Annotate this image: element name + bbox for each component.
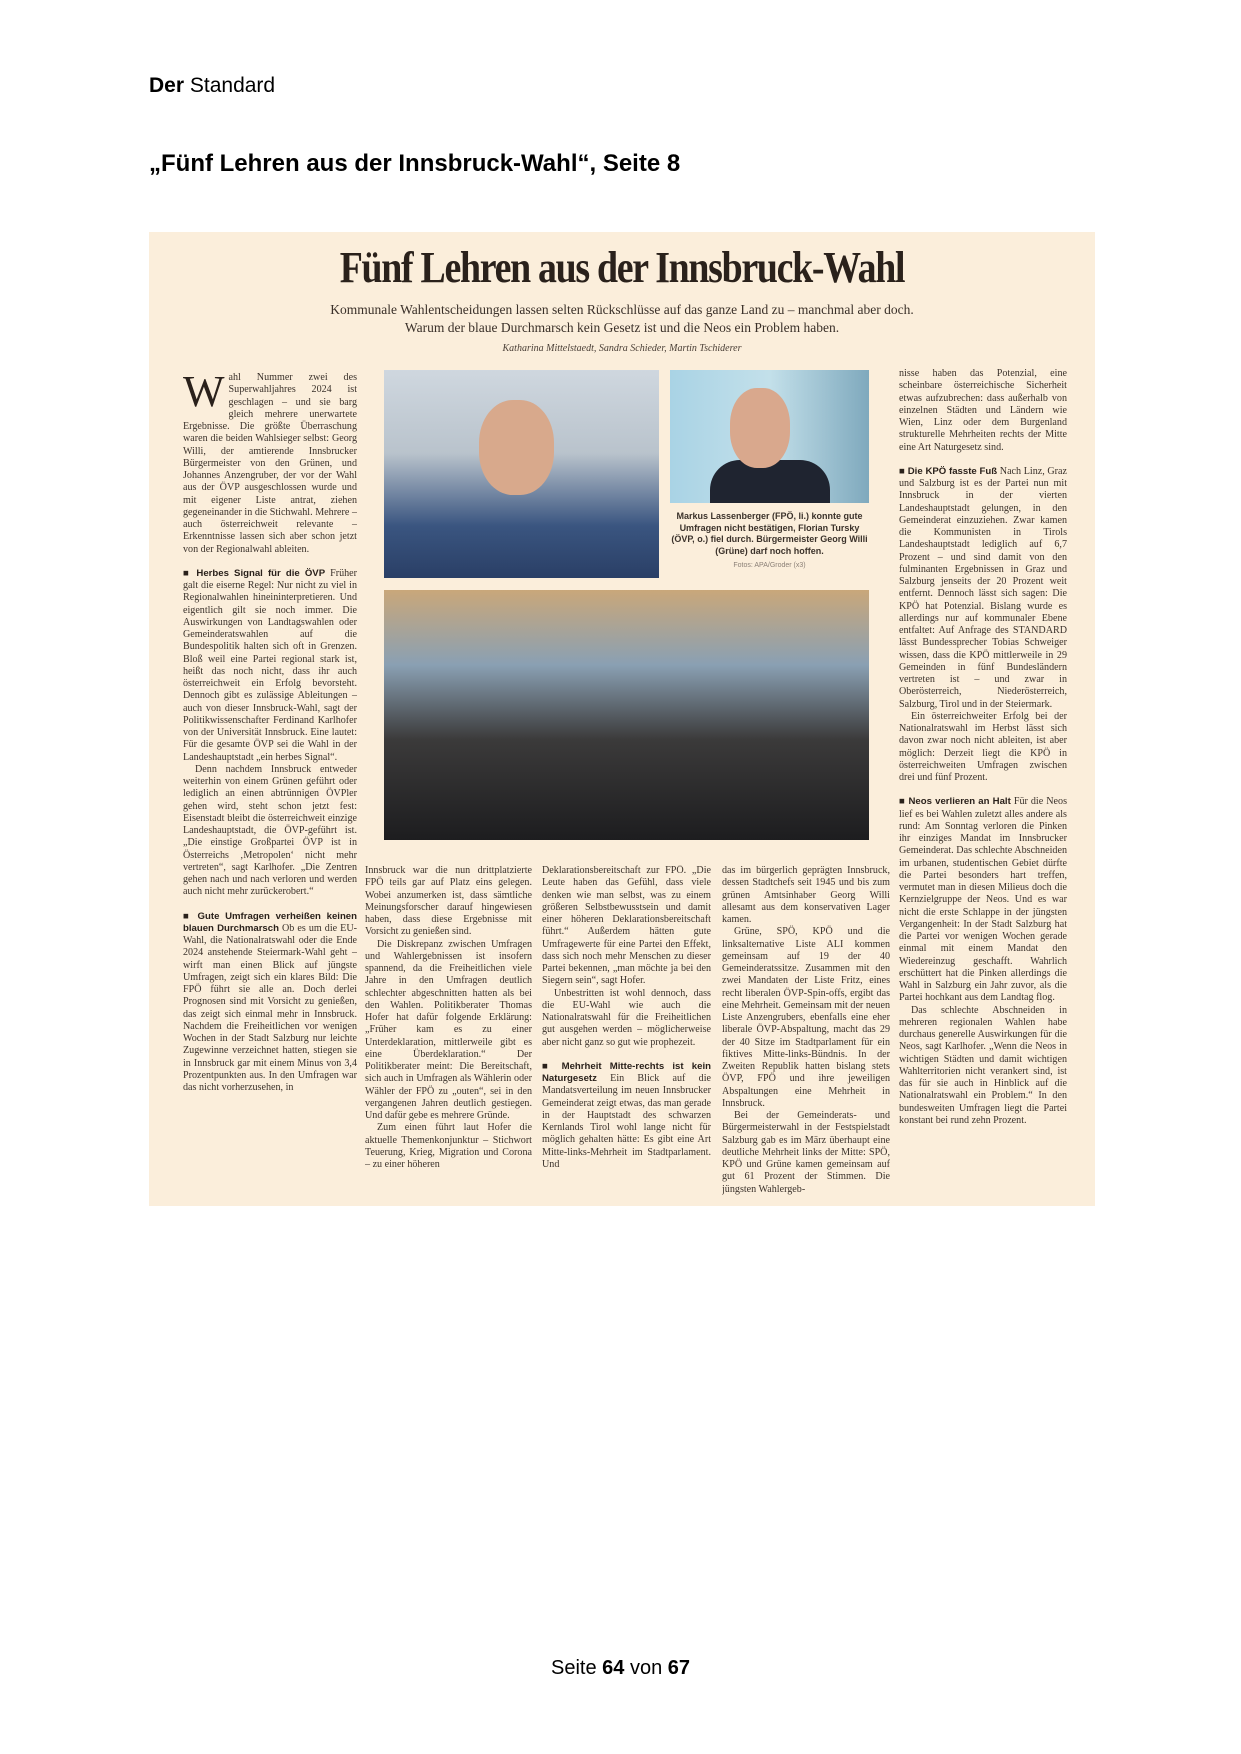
paragraph-text: Für die Neos lief es bei Wahlen zuletzt alles andere als rund: Am Sonntag verloren die Pinken ihr einziges Mandat im Innsbrucker Gemeinderat. Das schlechte Abschneiden im urbanen, studentischen Gebiet dürfte die Partei besonders hart treffen, vermutet man in diesen Milieus doch die Kernzielgruppe der Neos. Und es war nicht die erste Schlappe in der jüngsten Vergangenheit: In der Stadt Salzburg hat die Partei vor wenigen Wochen gerade einmal mit einem Mandat den Wiedereinzug geschafft. Wahrlich erschüttert hat die Pinken allerdings die Wahl in Salzburg ein Jahr zuvor, als die Partei hochkant aus dem Landtag flog.: [899, 796, 1067, 1004]
photo-crowd: [384, 590, 869, 840]
photo-credit: Fotos: APA/Groder (x3): [733, 562, 806, 569]
article-column-5: [899, 368, 1067, 1206]
publication-name: [149, 74, 275, 98]
paragraph: Deklarationsbereitschaft zur FPÖ. „Die Leute haben das Gefühl, dass viele denken wie man selbst, was zu einem größeren Selbstbewusstsein und damit einer höheren Deklarationsbereitschaft führt.“ Außerdem hätten gute Umfragewerte für eine Partei den Effekt, dass sich noch mehr Menschen zu dieser Partei bekennen, „man möchte ja bei den Siegern sein“, sagt Hofer.: [542, 865, 711, 987]
paragraph-text: ahl Nummer zwei des Superwahljahres 2024 ist geschlagen – und sie barg gleich mehrere unerwartete Ergebnisse. Die größte Überraschung waren die beiden Wahlsieger selbst: Georg Willi, der amtierende Innsbrucker Bürgermeister von den Grünen, und Johannes Anzengruber, der vor der Wahl aus der ÖVP ausgeschlossen wurde und mit eigener Liste antrat, ziehen gegeneinander in die Stichwahl. Mehrere – auch österreichweit relevante – Erkenntnisse lassen sich aber schon jetzt von der Regionalwahl ableiten.: [183, 372, 357, 555]
paragraph: [183, 568, 357, 764]
article-column-2: [365, 865, 532, 1205]
article-column-4: [722, 865, 890, 1205]
total-pages: 67: [667, 1657, 691, 1679]
paragraph-text: Nach Linz, Graz und Salzburg ist es der Partei nun mit Innsbruck in der vierten Landeshauptstadt gelungen, in den Gemeinderat einzuziehen. Zwar kamen die Kommunisten in Tirols Landeshauptstadt lediglich auf 6,7 Prozent – und sind damit von den fulminanten Ergebnissen in Graz und Salzburg jenseits der 20 Prozent weit entfernt. Dennoch lässt sich sagen: Die KPÖ hat Potenzial. Bislang wurde es allerdings nur auf kommunaler Ebene entfaltet: Auf Anfrage des STANDARD lässt Bundessprecher Tobias Schweiger wissen, dass die KPÖ mittlerweile in 29 Gemeinden in fünf Bundesländern vertreten ist – und zwar in Oberösterreich, Niederösterreich, Salzburg, Tirol und in der Steiermark.: [899, 465, 1067, 710]
article-subtitle-line-2: Warum der blaue Durchmarsch kein Gesetz ist und die Neos ein Problem haben.: [404, 320, 840, 335]
paragraph: Denn nachdem Innsbruck entweder weiterhin von einem Grünen geführt oder lediglich an einen abtrünnigen ÖVPler gehen wird, steht schon jetzt fest: Eisenstadt bleibt die österreichweit einzige Landeshauptstadt, die ÖVP-geführt ist. „Die einstige Großpartei ÖVP ist in Österreichs ‚Metropolen‘ nicht mehr vertreten“, sagt Karlhofer. „Die Zentren gehen nach und nach verloren und werden auch nicht mehr zurückerobert.“: [183, 763, 357, 898]
paragraph: Bei der Gemeinderats- und Bürgermeisterwahl in der Festspielstadt Salzburg gab es im März überhaupt eine deutliche Mehrheit links der Mitte: SPÖ, KPÖ und Grüne kamen gemeinsam auf gut 61 Prozent der Stimmen. Die jüngsten Wahlergeb-: [722, 1110, 890, 1195]
article-column-1: [183, 372, 357, 1206]
caption-text: Markus Lassenberger (FPÖ, li.) konnte gute Umfragen nicht bestätigen, Florian Tursky (ÖVP, o.) fiel durch. Bürgermeister Georg Willi (Grüne) darf noch hoffen.: [671, 511, 868, 556]
footer-prefix: Seite: [550, 1657, 597, 1679]
paragraph: Das schlechte Abschneiden in mehreren regionalen Wahlen habe durchaus generelle Auswirkungen für die Neos, sagt Karlhofer. „Wenn die Neos in wichtigen Städten und damit wichtigen Wahlterritorien nicht verankert sind, ist das für sie auch in Hinblick auf die Nationalratswahl ein Problem.“ In den bundesweiten Umfragen liegt die Partei konstant bei rund zehn Prozent.: [899, 1004, 1067, 1126]
paragraph-text: Ob es um die EU-Wahl, die Nationalratswahl oder die Ende 2024 anstehende Steiermark-Wahl geht – wirft man einen Blick auf jüngste Umfragen, zeigt sich ein klares Bild: Die FPÖ führt sie alle an. Doch derlei Prognosen sind mit Vorsicht zu genießen, das zeigt sich einmal mehr in Innsbruck. Nachdem die Freiheitlichen vor wenigen Wochen in der Stadt Salzburg nur leichte Zugewinne verzeichnet hatten, stiegen sie in Innsbruck gar mit einem Minus von 3,4 Prozentpunkten aus. In den Umfragen war das nicht vorherzusehen, in: [183, 922, 357, 1093]
photo-politician-right: [670, 370, 869, 503]
paragraph: [899, 796, 1067, 1004]
section-lead: ■ Die KPÖ fasste Fuß: [899, 466, 997, 477]
current-page: 64: [602, 1657, 625, 1679]
section-lead: ■ Neos verlieren an Halt: [899, 796, 1011, 807]
article-column-3: [542, 865, 711, 1205]
paragraph: [899, 466, 1067, 711]
document-title: „Fünf Lehren aus der Innsbruck-Wahl“, Seite 8: [149, 150, 681, 177]
article-subtitle-line-1: Kommunale Wahlentscheidungen lassen selten Rückschlüsse auf das ganze Land zu – manchmal aber doch.: [330, 302, 914, 317]
photo-politician-left: [384, 370, 659, 578]
article-headline: Fünf Lehren aus der Innsbruck-Wahl: [339, 243, 905, 292]
paragraph: Grüne, SPÖ, KPÖ und die linksalternative Liste ALI kommen gemeinsam auf 19 der 40 Gemeinderatssitze. Zusammen mit den zwei Mandaten der Liste Fritz, eines recht liberalen ÖVP-Spin-offs, ergibt das eine Mehrheit. Gemeinsam mit der neuen Liste Anzengrubers, ebenfalls eine eher liberale ÖVP-Abspaltung, macht das 29 der 40 Sitze im Stadtparlament für ein fiktives Mitte-links-Bündnis. In der Zweiten Republik hatten bislang stets ÖVP, FPÖ und ihre jeweiligen Abspaltungen eine Mehrheit in Innsbruck.: [722, 926, 890, 1109]
newspaper-clipping: [149, 232, 1095, 1206]
paragraph: Unbestritten ist wohl dennoch, dass die EU-Wahl wie auch die Nationalratswahl für die Freiheitlichen gut ausgehen werden – möglicherweise aber nicht ganz so gut wie prophezeit.: [542, 987, 711, 1048]
section-lead: ■ Herbes Signal für die ÖVP: [183, 568, 325, 579]
paragraph: das im bürgerlich geprägten Innsbruck, dessen Stadtchefs seit 1945 und bis zum grünen Amtsinhaber Georg Willi allesamt aus dem konservativen Lager kamen.: [722, 865, 890, 925]
paragraph-text: Ein Blick auf die Mandatsverteilung im neuen Innsbrucker Gemeinderat zeigt etwas, das man gerade in der Hauptstadt des schwarzen Kernlands Tirol wohl lange nicht für möglich gehalten hätte: Es gibt eine Art Mitte-links-Mehrheit im Stadtparlament. Und: [542, 1073, 711, 1170]
paragraph: [542, 1061, 711, 1171]
publication-name-rest: Standard: [189, 74, 276, 97]
publication-name-bold: Der: [149, 74, 185, 97]
article-byline: Katharina Mittelstaedt, Sandra Schieder, Martin Tschiderer: [502, 343, 742, 354]
face-shape: [730, 388, 790, 468]
paragraph: Die Diskrepanz zwischen Umfragen und Wahlergebnissen ist insofern spannend, da die Freiheitlichen viele Jahre in den Umfragen deutlich schlechter abgeschnitten hatten als bei den Wahlen. Politikberater Thomas Hofer hat dafür folgende Erklärung: „Früher kam es zu einer Unterdeklaration, mittlerweile gibt es eine Überdeklaration.“ Der Politikberater meint: Die Bereitschaft, sich auch in Umfragen als Wählerin oder Wähler der FPÖ zu „outen“, sei in den vergangenen Jahren deutlich gestiegen. Und dafür gebe es mehrere Gründe.: [365, 938, 532, 1121]
paragraph: nisse haben das Potenzial, eine scheinbare österreichische Sicherheit etwas aufzubrechen: dass außerhalb von einzelnen Städten und Ländern wie Wien, Linz oder dem Burgenland strukturelle Mehrheiten rechts der Mitte eine Art Naturgesetz sind.: [899, 368, 1067, 453]
footer-middle: von: [629, 1657, 663, 1679]
photo-caption: [670, 511, 869, 572]
drop-cap: W: [183, 372, 225, 416]
paragraph: [183, 372, 357, 556]
section-lead: ■ Mehrheit Mitte-rechts ist kein Naturgesetz: [542, 1061, 711, 1084]
section-lead: ■ Gute Umfragen verheißen keinen blauen Durchmarsch: [183, 911, 357, 934]
paragraph: [183, 911, 357, 1095]
face-shape: [479, 400, 554, 495]
page-number-footer: [0, 1657, 1241, 1680]
paragraph: Zum einen führt laut Hofer die aktuelle Themenkonjunktur – Stichwort Teuerung, Krieg, Migration und Corona – zu einer höheren: [365, 1122, 532, 1170]
paragraph-text: Früher galt die eiserne Regel: Nur nicht zu viel in Regionalwahlen hineininterpretieren. Und eigentlich gilt sie noch immer. Die Auswirkungen von Landtagswahlen oder Gemeinderatswahlen auf die Bundespolitik halten sich oft in Grenzen. Bloß weil eine Partei regional stark ist, heißt das noch nicht, dass ihr auch österreichweit ein Erfolg bevorsteht. Dennoch gibt es zulässige Ableitungen – auch von dieser Innsbruck-Wahl, sagt der Politikwissenschafter Ferdinand Karlhofer von der Universität Innsbruck. Eine lautet: Für die gesamte ÖVP sei die Wahl in der Landeshauptstadt „ein herbes Signal“.: [183, 567, 357, 763]
paragraph: Innsbruck war die nun drittplatzierte FPÖ teils gar auf Platz eins gelegen. Wobei anzumerken ist, dass sämtliche Meinungsforscher darauf hingewiesen haben, dass diese Ergebnisse mit Vorsicht zu genießen sind.: [365, 865, 532, 938]
paragraph: Ein österreichweiter Erfolg bei der Nationalratswahl im Herbst lässt sich davon zwar noch nicht ableiten, ist aber möglich: Derzeit liegt die KPÖ in österreichweiten Umfragen zwischen drei und fünf Prozent.: [899, 710, 1067, 783]
